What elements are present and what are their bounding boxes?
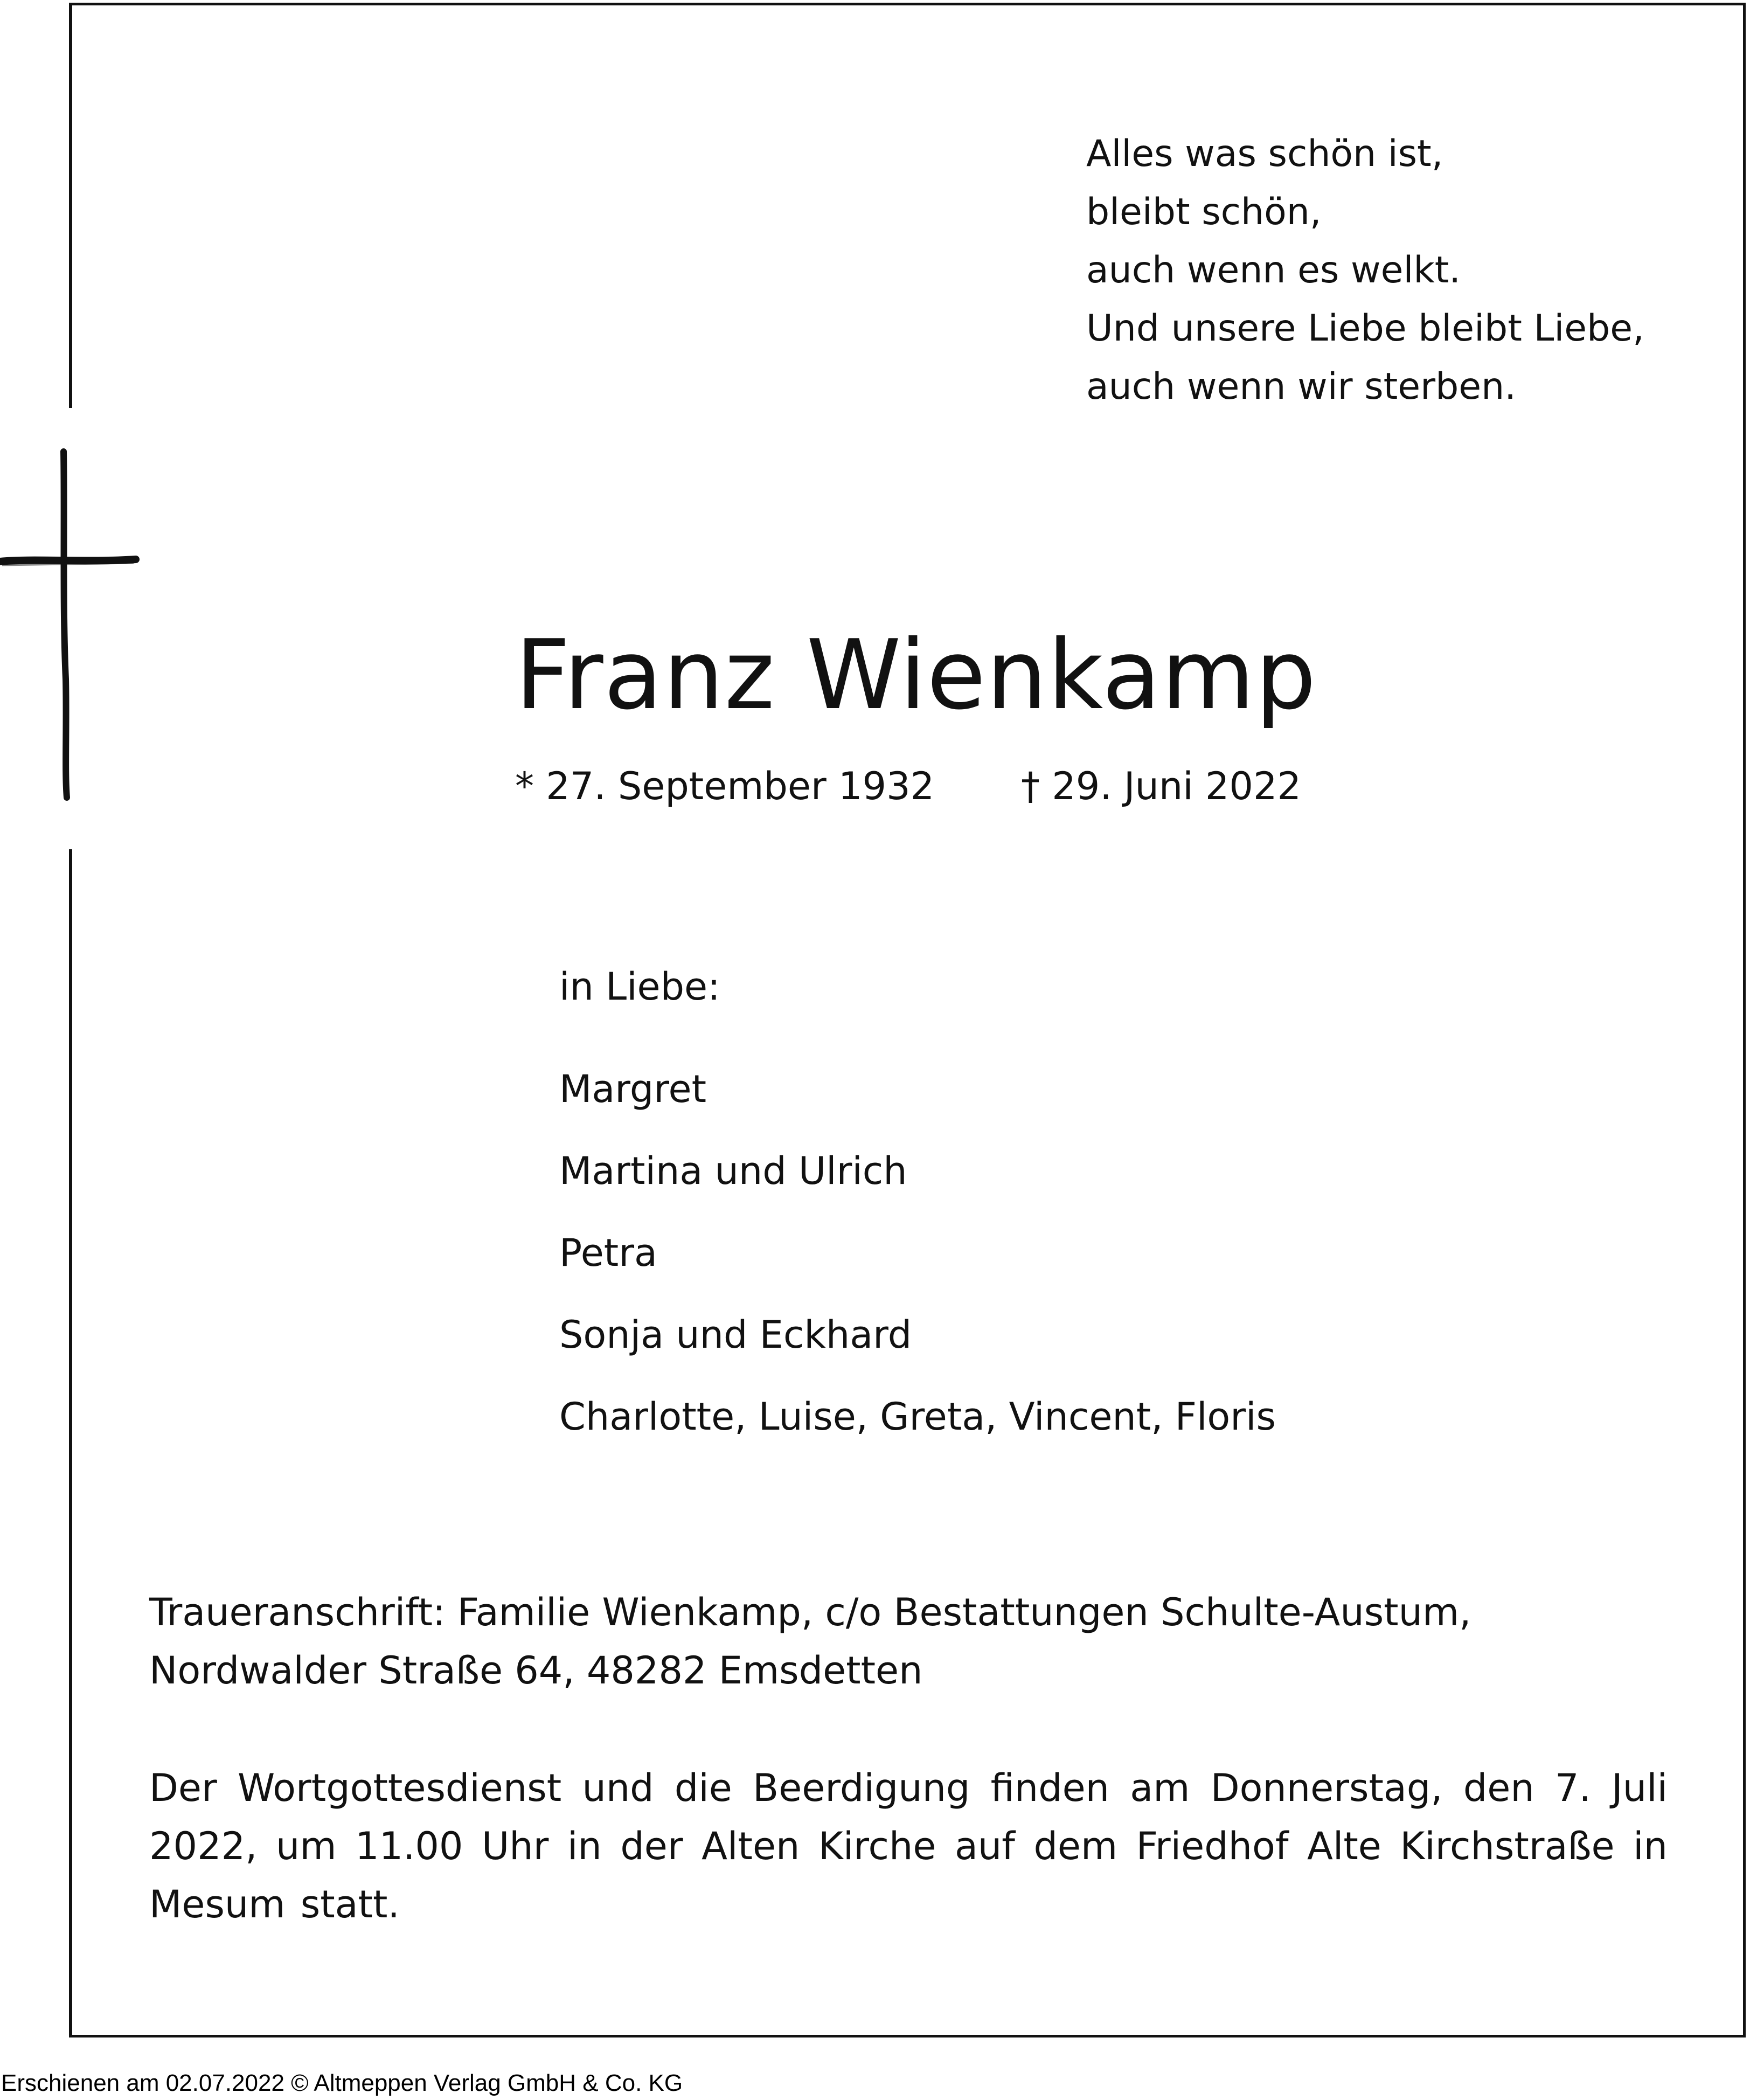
birth-date: * 27. September 1932 (515, 764, 935, 808)
address-line: Nordwalder Straße 64, 48282 Emsdetten (149, 1648, 923, 1693)
poem-line: auch wenn wir sterben. (1086, 365, 1516, 408)
deceased-name: Franz Wienkamp (515, 619, 1317, 731)
mourner-name: Margret (559, 1067, 707, 1111)
mourners-intro: in Liebe: (559, 965, 720, 1009)
frame-right-border (1743, 3, 1746, 2037)
mourner-name: Charlotte, Luise, Greta, Vincent, Floris (559, 1395, 1276, 1439)
frame-left-border-lower (69, 849, 72, 2037)
poem-line: bleibt schön, (1086, 191, 1322, 233)
frame-bottom-border (69, 2035, 1746, 2037)
publication-footer: Erschienen am 02.07.2022 © Altmeppen Verlag GmbH & Co. KG (1, 2070, 683, 2096)
cross-icon (0, 447, 140, 803)
mourner-name: Sonja und Eckhard (559, 1313, 912, 1357)
mourner-name: Petra (559, 1231, 657, 1275)
death-date: † 29. Juni 2022 (1021, 764, 1302, 808)
mourner-name: Martina und Ulrich (559, 1149, 907, 1193)
frame-left-border-upper (69, 3, 72, 408)
poem-quote (1086, 125, 1644, 416)
frame-top-border (69, 3, 1746, 5)
poem-line: Alles was schön ist, (1086, 133, 1443, 175)
address-line: Traueranschrift: Familie Wienkamp, c/o Bestattungen Schulte-Austum, (149, 1590, 1471, 1634)
mourning-address (149, 1583, 1669, 1700)
poem-line: Und unsere Liebe bleibt Liebe, (1086, 307, 1644, 350)
funeral-service-info: Der Wortgottesdienst und die Beerdigung finden am Donnerstag, den 7. Juli 2022, um 11.00 Uhr in der Alten Kirche auf dem Friedhof Alte Kirchstraße in Mesum statt. (149, 1766, 1668, 1926)
poem-line: auch wenn es welkt. (1086, 249, 1461, 292)
